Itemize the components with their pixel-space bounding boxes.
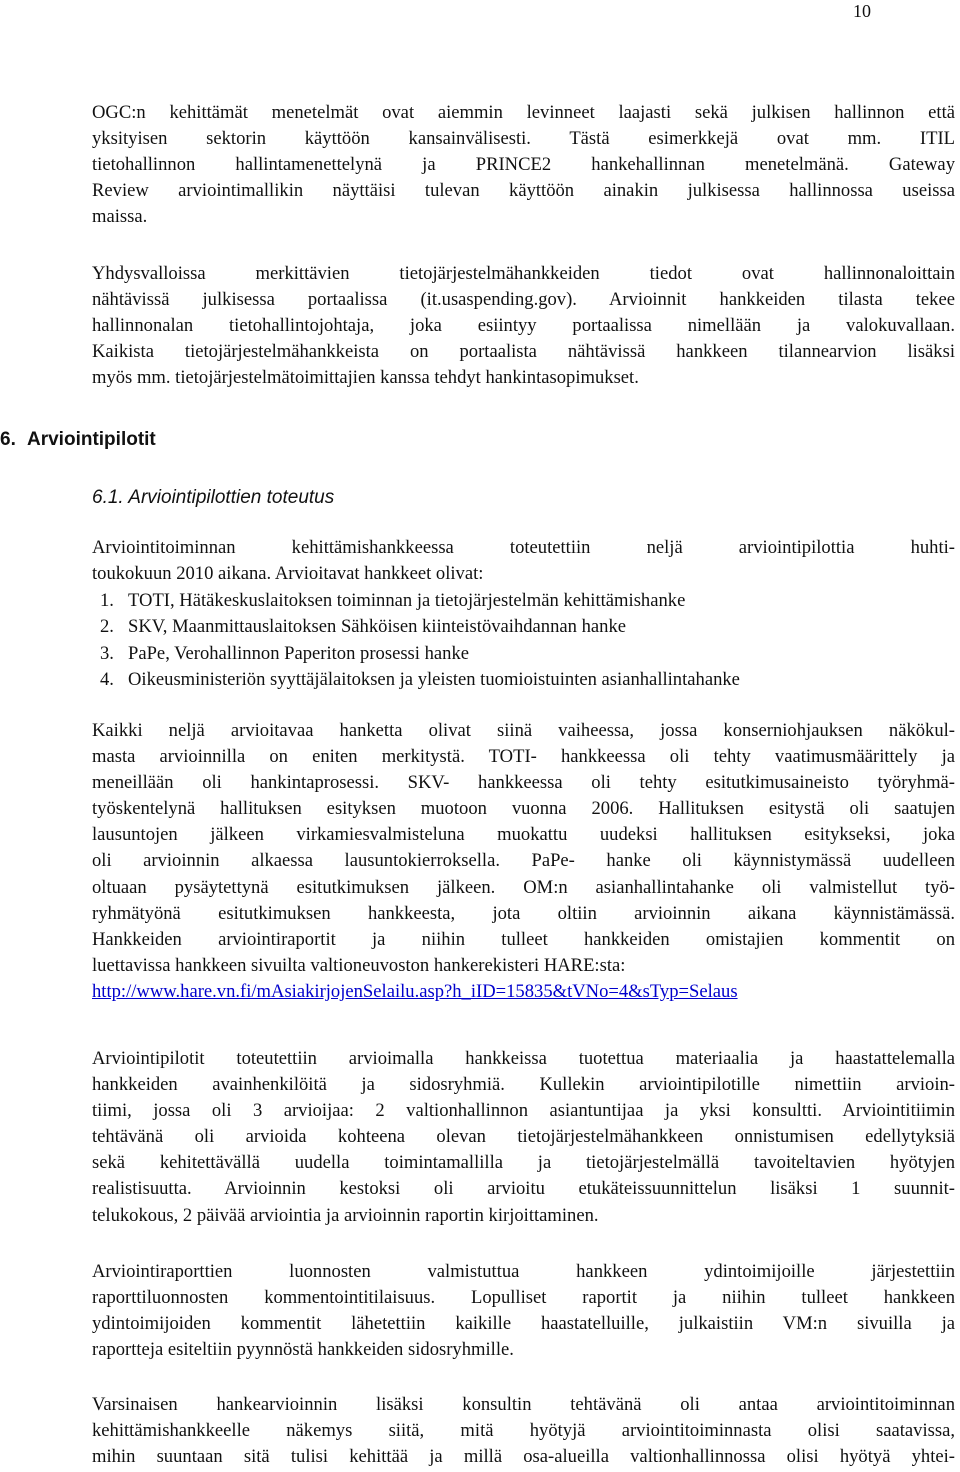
paragraph-ogc-methods: [92, 100, 955, 230]
text-line: raporttiluonnosten kommentointitilaisuus. Lopulliset raportit ja niihin tulleet hankkeen: [92, 1287, 955, 1309]
section-title: Arviointipilotit: [27, 429, 156, 450]
text-line: maissa.: [92, 206, 148, 228]
text-line: ryhmätyönä esitutkimuksen hankkeesta, jota oltiin arvioinnin aikana käynnistämässä.: [92, 902, 955, 924]
text-line: nähtävissä julkisessa portaalissa (it.usaspending.gov). Arvioinnit hankkeiden tilasta tekee: [92, 289, 955, 311]
text-line: Arviointitoiminnan kehittämishankkeessa toteutettiin neljä arviointipilottia huhti-: [92, 537, 955, 558]
text-line: työskentelynä hallituksen esityksen muotoon vuonna 2006. Hallituksen esitystä oli saatujen: [92, 798, 955, 820]
text-line: yksityisen sektorin käyttöön kansainvälisesti. Tästä esimerkkejä ovat mm. ITIL: [92, 128, 955, 150]
list-index: 1.: [100, 590, 114, 611]
text-line: lausuntojen jälkeen virkamiesvalmisteluna muokattu uudeksi hallituksen esitykseksi, joka: [92, 824, 955, 846]
paragraph-usa-portal: [92, 261, 955, 391]
text-line: Varsinaisen hankearvioinnin lisäksi konsultin tehtävänä oli antaa arviointitoiminnan: [92, 1394, 955, 1415]
text-line: OGC:n kehittämät menetelmät ovat aiemmin levinneet laajasti sekä julkisen hallinnon että: [92, 102, 955, 123]
paragraph-consultant-task: [92, 1392, 955, 1470]
list-text: PaPe, Verohallinnon Paperiton prosessi hanke: [128, 642, 470, 664]
text-line: luettavissa hankkeen sivuilta valtioneuvoston hankerekisteri HARE:sta:: [92, 954, 626, 976]
text-line: Arviointiraporttien luonnosten valmistuttua hankkeen ydintoimijoille järjestettiin: [92, 1261, 955, 1282]
text-line: hankkeiden avainhenkilöitä ja sidosryhmiä. Kullekin arviointipilotille nimettiin arvioin-: [92, 1074, 955, 1096]
text-line: tiimi, jossa oli 3 arvioijaa: 2 valtionhallinnon asiantuntijaa ja yksi konsultti. Arviointitiimin: [92, 1100, 955, 1122]
project-list: [92, 588, 740, 694]
page-number: 10: [853, 1, 871, 21]
text-line: realistisuutta. Arvioinnin kestoksi oli arvioitu etukäteissuunnittelun lisäksi 1 suunnit-: [92, 1178, 955, 1200]
text-line: myös mm. tietojärjestelmätoimittajien kanssa tehdyt hankintasopimukset.: [92, 367, 639, 389]
section-number: 6.: [0, 429, 16, 450]
text-line: masta arvioinnilla on eniten merkitystä. TOTI- hankkeessa oli tehty vaatimusmäärittely ja: [92, 746, 955, 768]
list-index: 2.: [100, 616, 114, 638]
text-line: telukokous, 2 päivää arviointia ja arvioinnin raportin kirjoittaminen.: [92, 1204, 599, 1226]
text-line: mihin suuntaan sitä tulisi kehittää ja millä osa-alueilla valtionhallinnossa olisi hyötyä yhtei-: [92, 1446, 955, 1468]
section-heading: [0, 427, 156, 453]
subsection-title: Arviointipilottien toteutus: [128, 487, 335, 508]
text-line: Review arviointimallikin näyttäisi tulevan käyttöön ainakin julkisessa hallinnossa useissa: [92, 180, 955, 202]
list-index: 4.: [100, 669, 114, 691]
paragraph-project-status: [92, 718, 955, 1005]
text-line: tietohallinnon hallintamenettelynä ja PRINCE2 hankehallinnan menetelmänä. Gateway: [92, 154, 955, 176]
text-line: Yhdysvalloissa merkittävien tietojärjestelmähankkeiden tiedot ovat hallinnonaloittain: [92, 263, 955, 284]
list-item: [92, 614, 740, 640]
text-line: Hankkeiden arviointiraportit ja niihin tulleet hankkeiden omistajien kommentit on: [92, 928, 955, 950]
text-line: toukokuun 2010 aikana. Arvioitavat hankkeet olivat:: [92, 563, 484, 585]
hare-register-link[interactable]: http://www.hare.vn.fi/mAsiakirjojenSelailu.asp?h_iID=15835&tVNo=4&sTyp=Selaus: [92, 980, 738, 1002]
text-line: raportteja esiteltiin pyynnöstä hankkeiden sidosryhmille.: [92, 1339, 514, 1361]
text-line: meneillään oli hankintaprosessi. SKV- hankkeessa oli tehty esitutkimusaineisto työryhmä-: [92, 772, 955, 794]
list-text: SKV, Maanmittauslaitoksen Sähköisen kiinteistövaihdannan hanke: [128, 616, 626, 638]
list-item: [92, 588, 740, 614]
paragraph-report-comments: [92, 1259, 955, 1363]
paragraph-pilots-intro: [92, 535, 955, 587]
text-line: ydintoimijoiden kommentit lähetettiin kaikille haastatelluille, julkaistiin VM:n sivuilla ja: [92, 1313, 955, 1335]
text-line: hallinnonalan tietohallintojohtaja, joka esiintyy portaalissa nimellään ja valokuvallaan.: [92, 315, 955, 337]
text-line: oltuaan pysäytettynä esitutkimuksen jälkeen. OM:n asianhallintahanke oli valmistellut työ-: [92, 876, 955, 898]
list-item: [92, 641, 740, 667]
list-text: Oikeusministeriön syyttäjälaitoksen ja yleisten tuomioistuinten asianhallintahanke: [128, 669, 740, 691]
text-line: sekä kehitettävällä uudella toimintamallilla ja tietojärjestelmällä tavoiteltavien hyötyjen: [92, 1152, 955, 1174]
text-line: tehtävänä oli arvioida kohteena olevan tietojärjestelmähankkeen onnistumisen edellytyksiä: [92, 1126, 955, 1148]
text-line: kehittämishankkeelle näkemys siitä, mitä hyötyjä arviointitoiminnasta olisi saatavissa,: [92, 1420, 955, 1442]
text-line: Arviointipilotit toteutettiin arvioimalla hankkeissa tuotettua materiaalia ja haastattelemalla: [92, 1048, 955, 1069]
list-text: TOTI, Hätäkeskuslaitoksen toiminnan ja tietojärjestelmän kehittämishanke: [128, 590, 686, 611]
list-item: [92, 667, 740, 693]
subsection-number: 6.1.: [92, 487, 124, 508]
paragraph-pilot-method: [92, 1046, 955, 1229]
text-line: Kaikki neljä arvioitavaa hanketta olivat siinä vaiheessa, jossa konserniohjauksen näkökul-: [92, 720, 955, 741]
text-line: oli arvioinnin alkaessa lausuntokierroksella. PaPe- hanke oli käynnistymässä uudelleen: [92, 850, 955, 872]
list-index: 3.: [100, 642, 114, 664]
text-line: Kaikista tietojärjestelmähankkeista on portaalista nähtävissä hankkeen tilannearvion lisäksi: [92, 341, 955, 363]
subsection-heading: [92, 485, 334, 511]
